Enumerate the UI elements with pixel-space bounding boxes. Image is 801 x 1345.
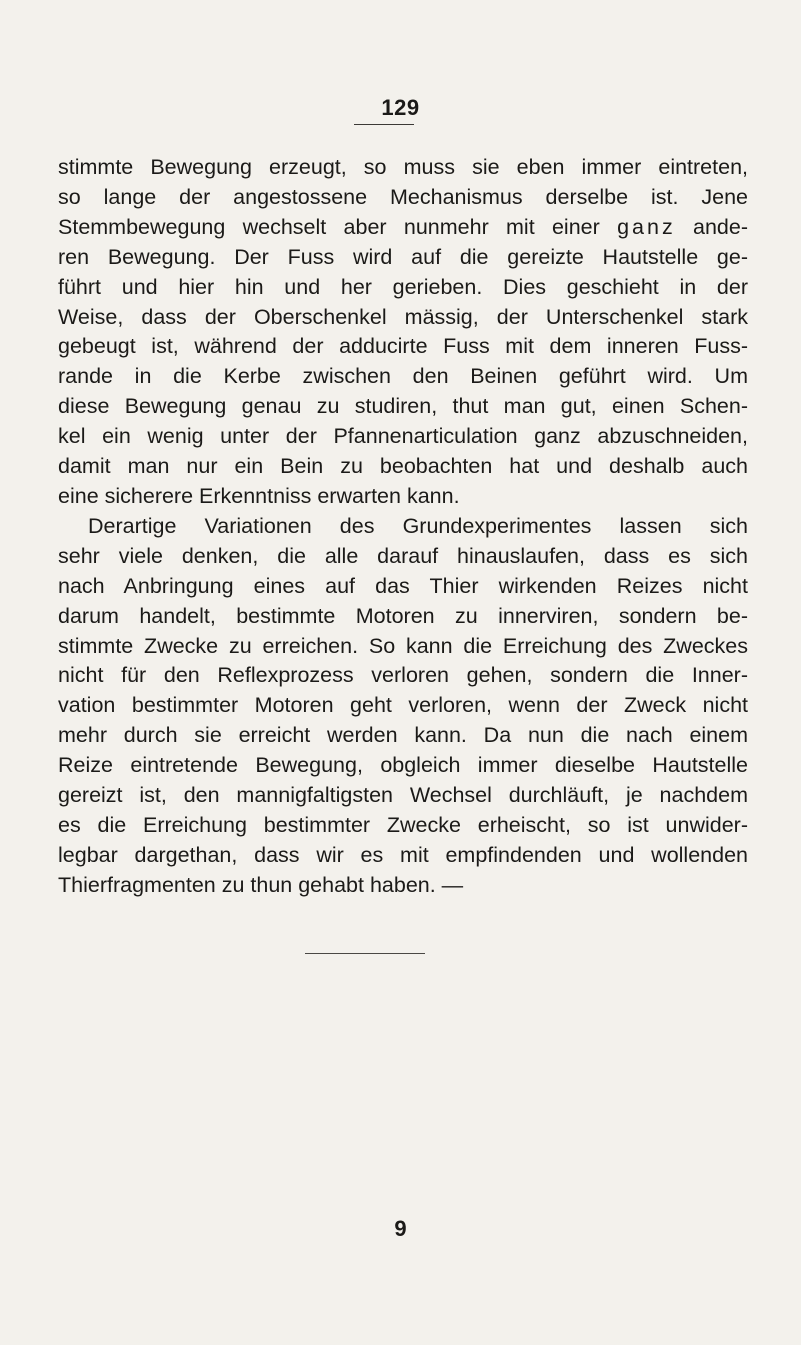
page-number: 129: [381, 95, 420, 120]
emphasized-word: ganz: [617, 214, 676, 239]
text-line: gereizt ist, den mannigfaltigsten Wechsel durchläuft, je nachdem: [58, 783, 748, 808]
text-line: kel ein wenig unter der Pfannenarticulation ganz abzuschneiden,: [58, 424, 748, 449]
page-number-underline: [354, 124, 414, 125]
text-line: nach Anbringung eines auf das Thier wirkenden Reizes nicht: [58, 573, 748, 598]
paragraph: [58, 512, 748, 901]
text-line: Reize eintretende Bewegung, obgleich immer dieselbe Hautstelle: [58, 753, 748, 778]
text-line: nicht für den Reflexprozess verloren gehen, sondern die Inner-: [58, 663, 748, 688]
text-line: Weise, dass der Oberschenkel mässig, der Unterschenkel stark: [58, 304, 748, 329]
text-line: stimmte Bewegung erzeugt, so muss sie eben immer eintreten,: [58, 155, 748, 179]
text-line: damit man nur ein Bein zu beobachten hat und deshalb auch: [58, 454, 748, 479]
text-line: stimmte Zwecke zu erreichen. So kann die Erreichung des Zweckes: [58, 633, 748, 658]
signature-mark: 9: [394, 1216, 407, 1241]
body-text: [58, 153, 748, 901]
text-line: Thierfragmenten zu thun gehabt haben. —: [58, 872, 464, 897]
text-line: führt und hier hin und her gerieben. Dies geschieht in der: [58, 274, 748, 299]
text-line: es die Erreichung bestimmter Zwecke erheischt, so ist unwider-: [58, 812, 748, 837]
text-line: diese Bewegung genau zu studiren, thut man gut, einen Schen-: [58, 394, 748, 419]
text-line: sehr viele denken, die alle darauf hinauslaufen, dass es sich: [58, 543, 748, 568]
text-line: Stemmbewegung wechselt aber nunmehr mit einer ganz ande-: [58, 214, 748, 239]
text-line: ren Bewegung. Der Fuss wird auf die gereizte Hautstelle ge-: [58, 244, 748, 269]
text-line: darum handelt, bestimmte Motoren zu innerviren, sondern be-: [58, 603, 748, 628]
text-line: Derartige Variationen des Grundexperimentes lassen sich: [88, 513, 748, 538]
text-line: mehr durch sie erreicht werden kann. Da nun die nach einem: [58, 723, 748, 748]
text-line: eine sicherere Erkenntniss erwarten kann.: [58, 483, 460, 508]
text-line: gebeugt ist, während der adducirte Fuss mit dem inneren Fuss-: [58, 334, 748, 359]
text-line: rande in die Kerbe zwischen den Beinen geführt wird. Um: [58, 364, 748, 389]
text-line: legbar dargethan, dass wir es mit empfindenden und wollenden: [58, 842, 748, 867]
text-line: vation bestimmter Motoren geht verloren, wenn der Zweck nicht: [58, 693, 748, 718]
section-end-rule: [305, 953, 425, 954]
paragraph: [58, 153, 748, 512]
text-line: so lange der angestossene Mechanismus derselbe ist. Jene: [58, 184, 748, 209]
